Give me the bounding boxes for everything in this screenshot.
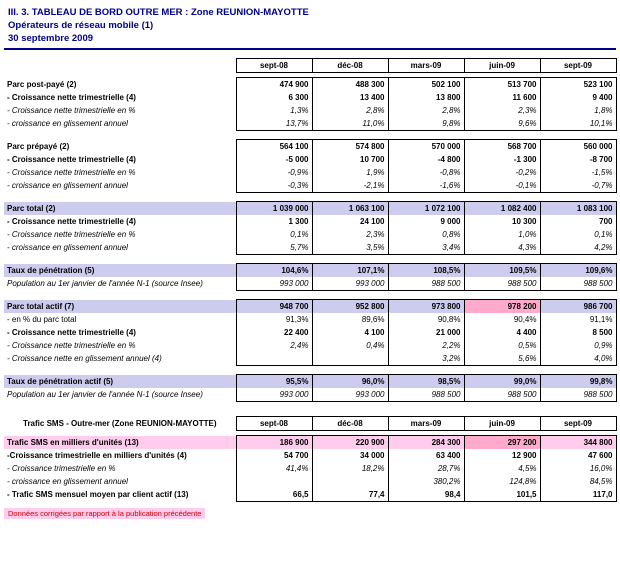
spacer-cell xyxy=(4,366,616,375)
cell-value: 11,0% xyxy=(312,117,388,131)
row-label: Taux de pénétration actif (5) xyxy=(4,375,236,389)
cell-value: 5,6% xyxy=(464,352,540,366)
cell-value: 0,5% xyxy=(464,339,540,352)
cell-value: 109,5% xyxy=(464,264,540,278)
table-row xyxy=(4,475,616,488)
row-label: - Croissance nette trimestrielle en % xyxy=(7,106,136,115)
cell-value: 34 000 xyxy=(312,449,388,462)
cell-value: 1,9% xyxy=(312,166,388,179)
table-row xyxy=(4,313,616,326)
cell-value: 4,5% xyxy=(464,462,540,475)
table-row xyxy=(4,104,616,117)
cell-value: 952 800 xyxy=(312,300,388,314)
cell-value: 948 700 xyxy=(236,300,312,314)
cell-value: 2,2% xyxy=(388,339,464,352)
cell-value: 513 700 xyxy=(464,78,540,92)
cell-value: 3,2% xyxy=(388,352,464,366)
cell-value: 108,5% xyxy=(388,264,464,278)
cell-value: 77,4 xyxy=(312,488,388,502)
row-label: - Croissance nette trimestrielle en % xyxy=(7,341,136,350)
table-row xyxy=(4,488,616,502)
table-row xyxy=(4,277,616,291)
main-table xyxy=(4,50,617,402)
cell-value: 4,2% xyxy=(540,241,616,255)
row-label: Population au 1er janvier de l'année N-1 (source Insee) xyxy=(7,279,203,289)
spacer-cell xyxy=(4,291,616,300)
cell-value: 344 800 xyxy=(540,436,616,450)
spacer-cell xyxy=(4,255,616,264)
page-root xyxy=(0,4,620,570)
column-header: sept-08 xyxy=(236,417,312,431)
cell-value: 9,8% xyxy=(388,117,464,131)
cell-value: 1,8% xyxy=(540,104,616,117)
cell-value: -0,3% xyxy=(236,179,312,193)
row-spacer xyxy=(4,193,616,202)
table-row xyxy=(4,436,616,450)
table-row xyxy=(4,179,616,193)
cell-value: 18,2% xyxy=(312,462,388,475)
column-header: juin-09 xyxy=(464,59,540,73)
cell-value: 13,7% xyxy=(236,117,312,131)
table-row xyxy=(4,153,616,166)
cell-value: 186 900 xyxy=(236,436,312,450)
row-label: - croissance en glissement annuel xyxy=(7,119,128,129)
cell-value: 6 300 xyxy=(236,91,312,104)
cell-value: 13 400 xyxy=(312,91,388,104)
cell-value: 993 000 xyxy=(236,277,312,291)
cell-value: 91,3% xyxy=(236,313,312,326)
row-spacer xyxy=(4,131,616,140)
column-header: sept-09 xyxy=(540,417,616,431)
cell-value: 10 700 xyxy=(312,153,388,166)
cell-value: 0,9% xyxy=(540,339,616,352)
cell-value: 9 000 xyxy=(388,215,464,228)
cell-value: -0,7% xyxy=(540,179,616,193)
cell-value: 8 500 xyxy=(540,326,616,339)
sms-table xyxy=(4,416,617,502)
cell-value: 700 xyxy=(540,215,616,228)
cell-value: 297 200 xyxy=(464,436,540,450)
column-header: juin-09 xyxy=(464,417,540,431)
cell-value: 988 500 xyxy=(540,277,616,291)
table-row xyxy=(4,449,616,462)
row-label: - Croissance nette trimestrielle (4) xyxy=(7,217,136,226)
cell-value: 523 100 xyxy=(540,78,616,92)
cell-value: 101,5 xyxy=(464,488,540,502)
page-title xyxy=(4,4,616,50)
cell-value: 2,4% xyxy=(236,339,312,352)
cell-value: 1 063 100 xyxy=(312,202,388,216)
cell-value: 570 000 xyxy=(388,140,464,154)
row-label: Parc prépayé (2) xyxy=(7,141,70,151)
cell-value: 4 100 xyxy=(312,326,388,339)
cell-value: 1,0% xyxy=(464,228,540,241)
row-label: - Croissance nette trimestrielle en % xyxy=(7,230,136,239)
cell-value: 66,5 xyxy=(236,488,312,502)
cell-value: 54 700 xyxy=(236,449,312,462)
row-label: - Croissance nette trimestrielle (4) xyxy=(7,155,136,164)
column-header: déc-08 xyxy=(312,59,388,73)
cell-value: 13 800 xyxy=(388,91,464,104)
cell-value: 973 800 xyxy=(388,300,464,314)
cell-value: 10 300 xyxy=(464,215,540,228)
cell-value: 9,6% xyxy=(464,117,540,131)
main-column-headers xyxy=(4,59,616,73)
spacer-cell xyxy=(4,131,616,140)
cell-value: 28,7% xyxy=(388,462,464,475)
column-header: mars-09 xyxy=(388,417,464,431)
cell-value: 488 300 xyxy=(312,78,388,92)
cell-value: 98,5% xyxy=(388,375,464,389)
row-label: - croissance en glissement annuel xyxy=(7,243,128,253)
row-label: - Croissance nette trimestrielle (4) xyxy=(7,328,136,337)
cell-value: 9 400 xyxy=(540,91,616,104)
row-label: - Croissance nette trimestrielle (4) xyxy=(7,93,136,102)
cell-value xyxy=(236,475,312,488)
cell-value: 63 400 xyxy=(388,449,464,462)
cell-value: 2,3% xyxy=(312,228,388,241)
cell-value: 988 500 xyxy=(388,388,464,402)
cell-value: -0,1% xyxy=(464,179,540,193)
row-spacer xyxy=(4,255,616,264)
cell-value: 978 200 xyxy=(464,300,540,314)
cell-value xyxy=(236,352,312,366)
cell-value: -1,6% xyxy=(388,179,464,193)
cell-value: 84,5% xyxy=(540,475,616,488)
sms-title: Trafic SMS - Outre-mer (Zone REUNION-MAYOTTE) xyxy=(23,419,217,428)
row-label: Population au 1er janvier de l'année N-1 (source Insee) xyxy=(7,390,203,400)
table-row xyxy=(4,326,616,339)
cell-value: 1 039 000 xyxy=(236,202,312,216)
row-label: -Croissance trimestrielle en milliers d'unités (4) xyxy=(7,451,187,460)
cell-value: 988 500 xyxy=(388,277,464,291)
cell-value: -4 800 xyxy=(388,153,464,166)
cell-value: 0,1% xyxy=(236,228,312,241)
cell-value: 47 600 xyxy=(540,449,616,462)
cell-value: 3,5% xyxy=(312,241,388,255)
table-row xyxy=(4,166,616,179)
cell-value: 117,0 xyxy=(540,488,616,502)
row-spacer xyxy=(4,291,616,300)
cell-value: 988 500 xyxy=(540,388,616,402)
cell-value: 474 900 xyxy=(236,78,312,92)
title-line-2: Opérateurs de réseau mobile (1) xyxy=(8,20,154,31)
row-spacer xyxy=(4,50,616,59)
table-row xyxy=(4,241,616,255)
cell-value: 109,6% xyxy=(540,264,616,278)
row-label: Parc total actif (7) xyxy=(4,300,236,314)
cell-value: 380,2% xyxy=(388,475,464,488)
cell-value: 220 900 xyxy=(312,436,388,450)
cell-value: 2,8% xyxy=(312,104,388,117)
cell-value: 10,1% xyxy=(540,117,616,131)
table-row xyxy=(4,140,616,154)
column-header: sept-08 xyxy=(236,59,312,73)
cell-value: 41,4% xyxy=(236,462,312,475)
row-label: Parc total (2) xyxy=(4,202,236,216)
column-header: sept-09 xyxy=(540,59,616,73)
cell-value: 560 000 xyxy=(540,140,616,154)
table-row xyxy=(4,215,616,228)
cell-value: -5 000 xyxy=(236,153,312,166)
cell-value: 4,0% xyxy=(540,352,616,366)
title-line-1: III. 3. TABLEAU DE BORD OUTRE MER : Zone REUNION-MAYOTTE xyxy=(8,7,309,18)
cell-value: 988 500 xyxy=(464,388,540,402)
cell-value: 993 000 xyxy=(312,277,388,291)
row-label: Taux de pénétration (5) xyxy=(4,264,236,278)
row-spacer xyxy=(4,366,616,375)
cell-value: 986 700 xyxy=(540,300,616,314)
footnote: Données corrigées par rapport à la publication précédente xyxy=(4,508,205,519)
cell-value: -0,2% xyxy=(464,166,540,179)
cell-value xyxy=(312,475,388,488)
cell-value: 24 100 xyxy=(312,215,388,228)
cell-value: 4 400 xyxy=(464,326,540,339)
row-label: - croissance en glissement annuel xyxy=(7,477,128,486)
row-label: Trafic SMS en milliers d'unités (13) xyxy=(4,436,236,450)
cell-value: 90,8% xyxy=(388,313,464,326)
spacer-cell xyxy=(4,193,616,202)
table-row xyxy=(4,202,616,216)
cell-value: 3,4% xyxy=(388,241,464,255)
cell-value: 1,3% xyxy=(236,104,312,117)
cell-value: 107,1% xyxy=(312,264,388,278)
row-label: - en % du parc total xyxy=(7,315,77,324)
column-header: déc-08 xyxy=(312,417,388,431)
column-header-spacer xyxy=(4,59,236,73)
table-row xyxy=(4,228,616,241)
cell-value: 2,3% xyxy=(464,104,540,117)
cell-value: 1 082 400 xyxy=(464,202,540,216)
cell-value: 988 500 xyxy=(464,277,540,291)
cell-value: 1 300 xyxy=(236,215,312,228)
cell-value: 16,0% xyxy=(540,462,616,475)
cell-value: 0,4% xyxy=(312,339,388,352)
cell-value: 568 700 xyxy=(464,140,540,154)
cell-value: 5,7% xyxy=(236,241,312,255)
cell-value: -0,8% xyxy=(388,166,464,179)
cell-value: 21 000 xyxy=(388,326,464,339)
cell-value: 90,4% xyxy=(464,313,540,326)
table-row xyxy=(4,339,616,352)
cell-value: 2,8% xyxy=(388,104,464,117)
column-header: mars-09 xyxy=(388,59,464,73)
cell-value: 4,3% xyxy=(464,241,540,255)
cell-value: -1 300 xyxy=(464,153,540,166)
row-label: - Croissance nette trimestrielle en % xyxy=(7,168,136,177)
cell-value: 104,6% xyxy=(236,264,312,278)
cell-value: 124,8% xyxy=(464,475,540,488)
sms-column-headers xyxy=(4,417,616,431)
cell-value: 574 800 xyxy=(312,140,388,154)
cell-value: 22 400 xyxy=(236,326,312,339)
spacer-cell xyxy=(4,50,616,59)
cell-value: 12 900 xyxy=(464,449,540,462)
table-row xyxy=(4,462,616,475)
cell-value: -1,5% xyxy=(540,166,616,179)
cell-value: 993 000 xyxy=(236,388,312,402)
row-label: Parc post-payé (2) xyxy=(7,79,77,89)
cell-value: 0,1% xyxy=(540,228,616,241)
cell-value: 95,5% xyxy=(236,375,312,389)
cell-value: 11 600 xyxy=(464,91,540,104)
table-row xyxy=(4,91,616,104)
table-row xyxy=(4,375,616,389)
cell-value: 96,0% xyxy=(312,375,388,389)
cell-value: 99,0% xyxy=(464,375,540,389)
cell-value: 564 100 xyxy=(236,140,312,154)
cell-value xyxy=(312,352,388,366)
table-row xyxy=(4,300,616,314)
row-label: - croissance en glissement annuel xyxy=(7,181,128,191)
cell-value: 99,8% xyxy=(540,375,616,389)
table-row xyxy=(4,352,616,366)
cell-value: 0,8% xyxy=(388,228,464,241)
cell-value: 91,1% xyxy=(540,313,616,326)
table-row xyxy=(4,78,616,92)
cell-value: 98,4 xyxy=(388,488,464,502)
cell-value: -2,1% xyxy=(312,179,388,193)
cell-value: 284 300 xyxy=(388,436,464,450)
table-row xyxy=(4,388,616,402)
row-label: - Croissance nette en glissement annuel (4) xyxy=(7,354,162,364)
row-label: - Trafic SMS mensuel moyen par client actif (13) xyxy=(7,490,189,500)
cell-value: -8 700 xyxy=(540,153,616,166)
cell-value: 1 083 100 xyxy=(540,202,616,216)
title-line-3: 30 septembre 2009 xyxy=(8,33,94,44)
table-row xyxy=(4,117,616,131)
table-row xyxy=(4,264,616,278)
cell-value: 993 000 xyxy=(312,388,388,402)
cell-value: 89,6% xyxy=(312,313,388,326)
row-label: - Croissance trimestrielle en % xyxy=(7,464,116,473)
cell-value: 1 072 100 xyxy=(388,202,464,216)
cell-value: -0,9% xyxy=(236,166,312,179)
cell-value: 502 100 xyxy=(388,78,464,92)
